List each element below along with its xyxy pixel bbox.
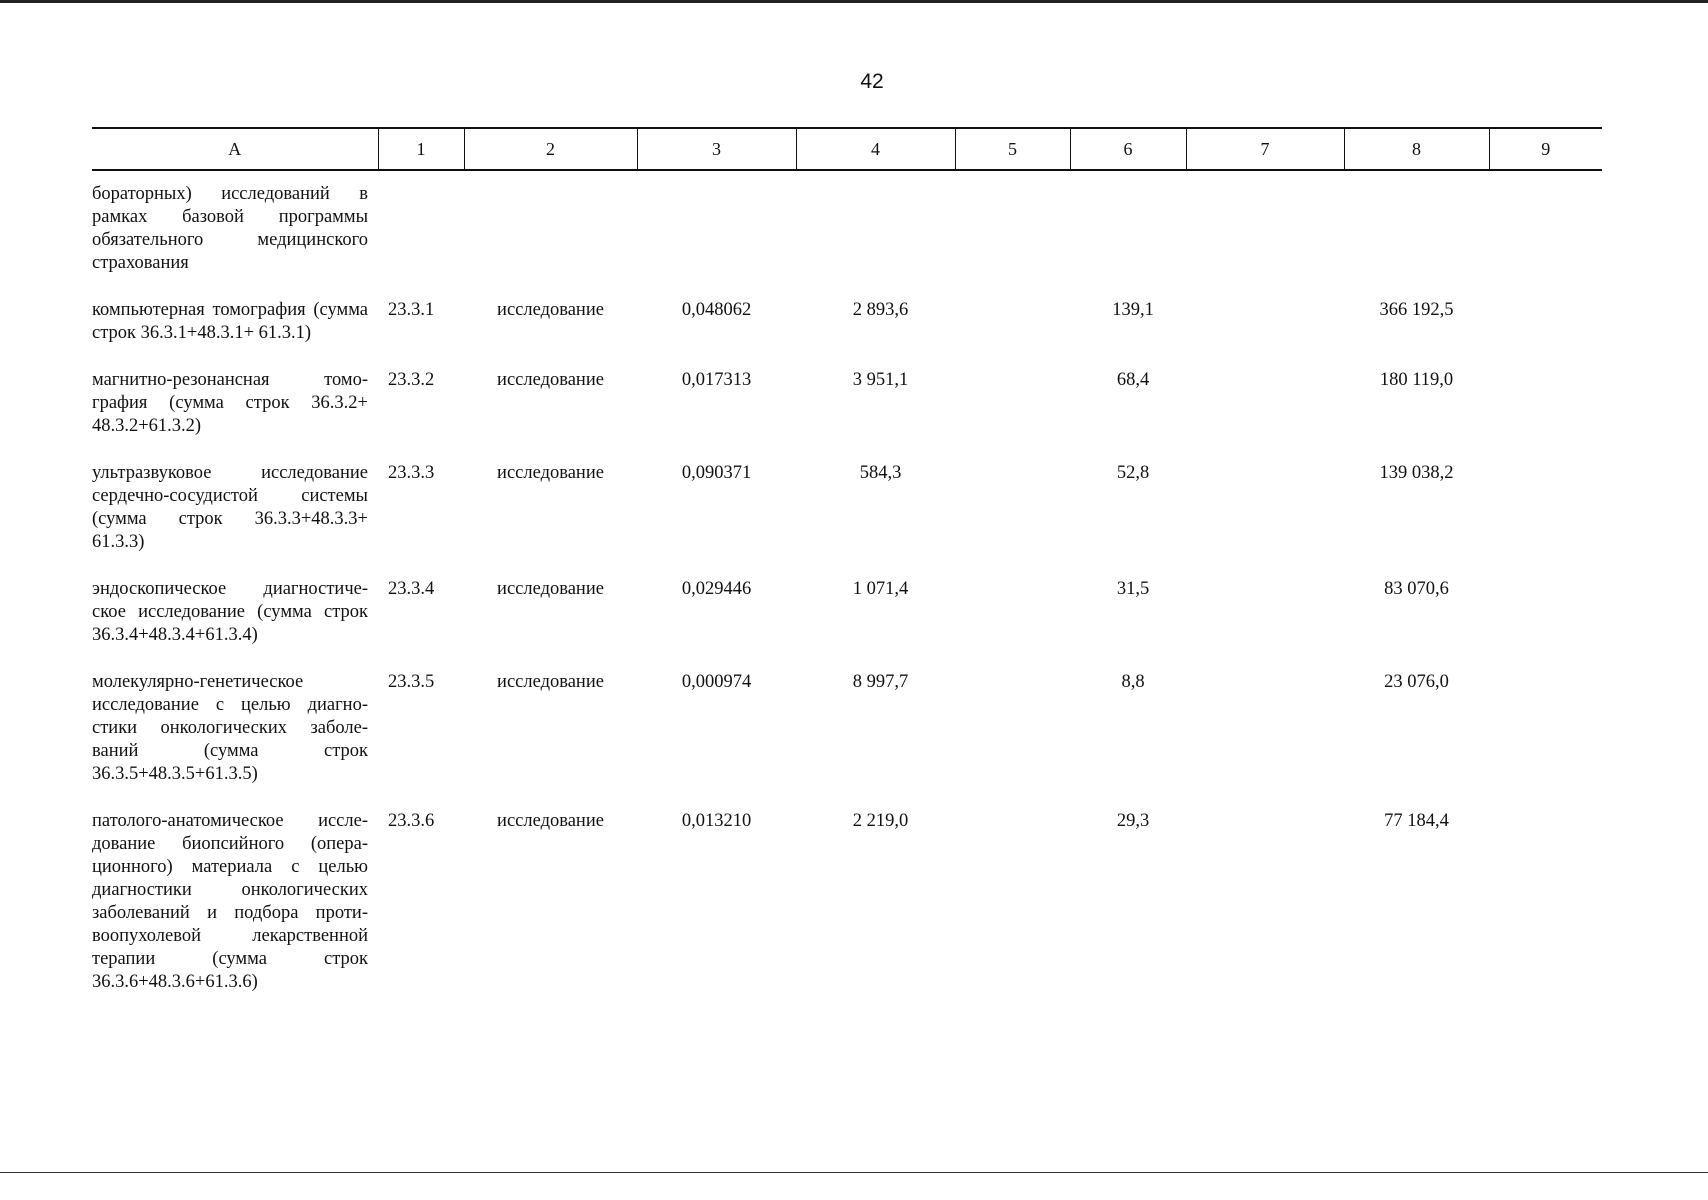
row-col-3: 0,000974 — [681, 672, 752, 692]
table-row — [92, 462, 1602, 578]
continuation-text: бораторных) исследований в рамках базовой программы обязательного медицинского страхования — [92, 184, 368, 273]
row-col-5 — [955, 578, 1070, 671]
row-col-4: 2 893,6 — [852, 300, 909, 320]
row-code: 23.3.6 — [388, 811, 435, 831]
row-col-9 — [1489, 671, 1602, 810]
row-col-4: 584,3 — [859, 463, 902, 483]
row-col-3: 0,048062 — [681, 300, 752, 320]
row-col-7 — [1186, 578, 1344, 671]
row-col-8: 366 192,5 — [1379, 300, 1454, 320]
row-col-6: 139,1 — [1112, 300, 1154, 320]
continuation-row — [92, 170, 1602, 299]
header-cell-5: 5 — [955, 128, 1070, 170]
row-unit: исследование — [497, 579, 604, 599]
table-row — [92, 578, 1602, 671]
row-col-9 — [1489, 810, 1602, 1018]
row-col-8: 83 070,6 — [1384, 579, 1449, 599]
row-description: магнитно-резонансная томо-графия (сумма строк 36.3.2+ 48.3.2+61.3.2) — [92, 370, 368, 436]
page-number: 42 — [860, 70, 884, 93]
header-cell-1: 1 — [378, 128, 464, 170]
row-col-6: 8,8 — [1121, 672, 1145, 692]
row-col-3: 0,029446 — [681, 579, 752, 599]
header-cell-6: 6 — [1070, 128, 1186, 170]
table-row — [92, 369, 1602, 462]
row-description: молекулярно-генетическое исследование с целью диагно-стики онкологических заболе-ваний (сумма строк 36.3.5+48.3.5+61.3.5) — [92, 672, 368, 784]
header-cell-4: 4 — [796, 128, 955, 170]
header-cell-a: А — [92, 128, 378, 170]
row-col-7 — [1186, 671, 1344, 810]
row-col-6: 31,5 — [1116, 579, 1150, 599]
row-description: эндоскопическое диагностиче-ское исследование (сумма строк 36.3.4+48.3.4+61.3.4) — [92, 579, 368, 645]
row-col-9 — [1489, 462, 1602, 578]
row-code: 23.3.2 — [388, 370, 435, 390]
header-cell-7: 7 — [1186, 128, 1344, 170]
row-col-9 — [1489, 299, 1602, 369]
row-description: ультразвуковое исследование сердечно-сосудистой системы (сумма строк 36.3.3+48.3.3+ 61.3.3) — [92, 463, 368, 552]
table-row — [92, 299, 1602, 369]
row-unit: исследование — [497, 672, 604, 692]
row-col-9 — [1489, 578, 1602, 671]
row-col-8: 139 038,2 — [1379, 463, 1454, 483]
table-row — [92, 810, 1602, 1018]
row-description: патолого-анатомическое иссле-дование биопсийного (опера-ционного) материала с целью диагностики онкологических заболеваний и подбора проти-воопухолевой лекарственной терапии (сумма строк 36.3.6+48.3.6+61.3.6) — [92, 811, 368, 992]
row-col-8: 23 076,0 — [1384, 672, 1449, 692]
data-table-container — [92, 127, 1602, 1018]
row-col-3: 0,013210 — [681, 811, 752, 831]
row-col-8: 77 184,4 — [1384, 811, 1449, 831]
row-col-6: 52,8 — [1116, 463, 1150, 483]
row-description: компьютерная томография (сумма строк 36.3.1+48.3.1+ 61.3.1) — [92, 300, 368, 343]
row-col-7 — [1186, 462, 1344, 578]
row-col-4: 8 997,7 — [852, 672, 909, 692]
row-col-6: 68,4 — [1116, 370, 1150, 390]
row-col-7 — [1186, 299, 1344, 369]
row-col-5 — [955, 671, 1070, 810]
header-cell-8: 8 — [1344, 128, 1489, 170]
header-row — [92, 128, 1602, 170]
row-unit: исследование — [497, 300, 604, 320]
row-unit: исследование — [497, 811, 604, 831]
row-col-4: 1 071,4 — [852, 579, 909, 599]
scan-bottom-edge — [0, 1172, 1708, 1173]
row-col-5 — [955, 299, 1070, 369]
row-col-5 — [955, 369, 1070, 462]
row-unit: исследование — [497, 463, 604, 483]
row-code: 23.3.3 — [388, 463, 435, 483]
header-cell-9: 9 — [1489, 128, 1602, 170]
row-code: 23.3.1 — [388, 300, 435, 320]
row-col-7 — [1186, 369, 1344, 462]
row-code: 23.3.4 — [388, 579, 435, 599]
row-code: 23.3.5 — [388, 672, 435, 692]
data-table — [92, 127, 1602, 1018]
header-cell-2: 2 — [464, 128, 637, 170]
row-col-6: 29,3 — [1116, 811, 1150, 831]
row-col-4: 3 951,1 — [852, 370, 909, 390]
row-col-5 — [955, 462, 1070, 578]
row-col-7 — [1186, 810, 1344, 1018]
row-unit: исследование — [497, 370, 604, 390]
row-col-9 — [1489, 369, 1602, 462]
header-cell-3: 3 — [637, 128, 796, 170]
row-col-3: 0,017313 — [681, 370, 752, 390]
row-col-5 — [955, 810, 1070, 1018]
row-col-8: 180 119,0 — [1379, 370, 1454, 390]
row-col-4: 2 219,0 — [852, 811, 909, 831]
table-row — [92, 671, 1602, 810]
scan-top-edge — [0, 0, 1708, 3]
row-col-3: 0,090371 — [681, 463, 752, 483]
